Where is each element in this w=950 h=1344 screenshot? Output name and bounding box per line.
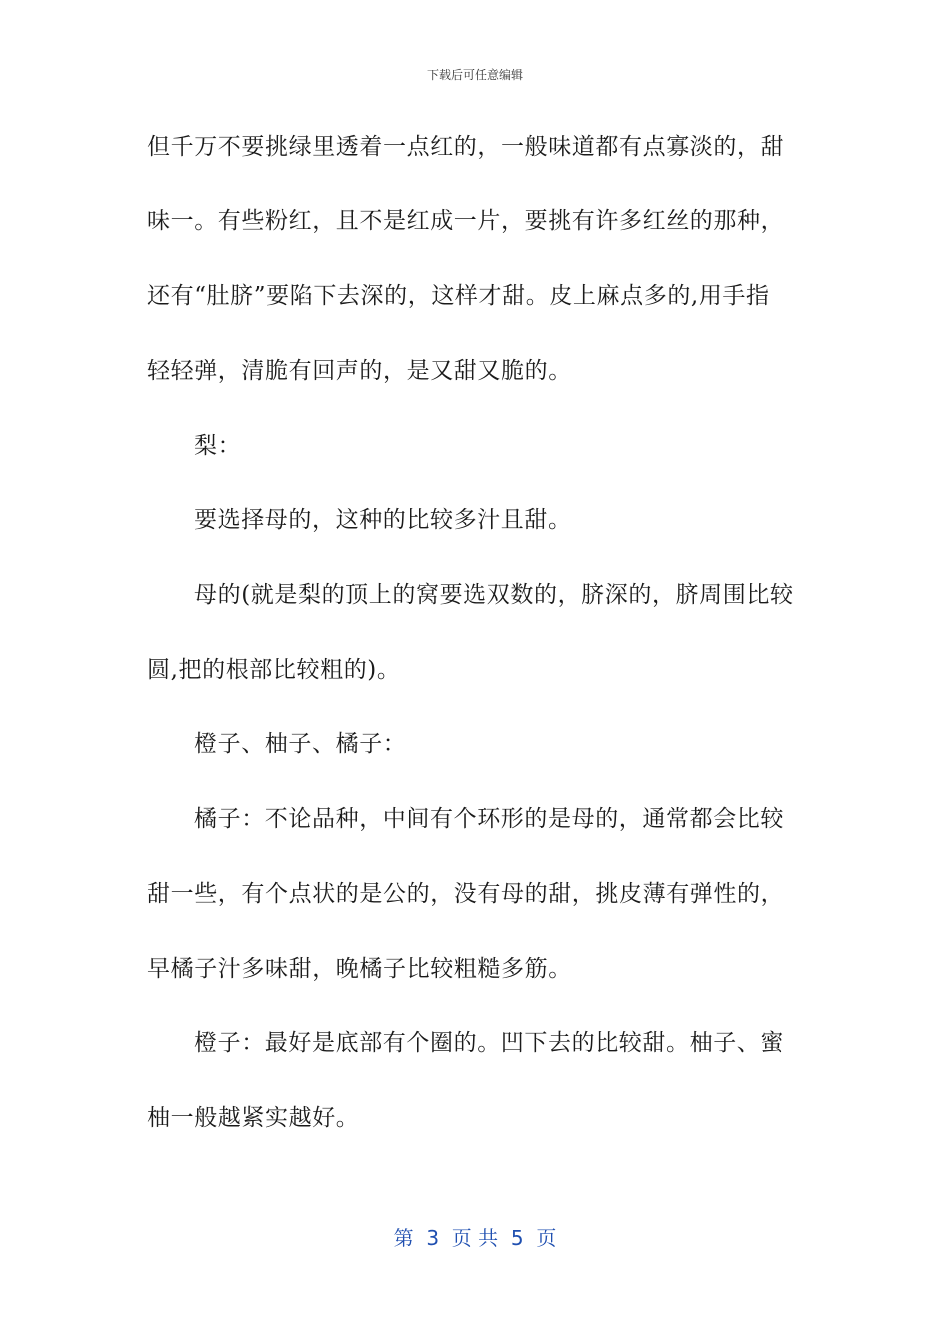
- section-heading-citrus: 橙子、柚子、橘子：: [194, 731, 407, 757]
- body-line: 橘子：不论品种，中间有个环形的是母的，通常都会比较: [194, 806, 784, 832]
- body-line: 母的(就是梨的顶上的窝要选双数的，脐深的，脐周围比较: [194, 582, 794, 608]
- body-line: 还有“肚脐”要陷下去深的，这样才甜。皮上麻点多的,用手指: [147, 283, 770, 309]
- body-line: 甜一些，有个点状的是公的，没有母的甜，挑皮薄有弹性的，: [147, 881, 785, 907]
- body-line: 味一。有些粉红，且不是红成一片，要挑有许多红丝的那种，: [147, 208, 785, 234]
- body-line: 早橘子汁多味甜，晚橘子比较粗糙多筋。: [147, 956, 572, 982]
- body-line: 柚一般越紧实越好。: [147, 1105, 360, 1131]
- body-line: 橙子：最好是底部有个圈的。凹下去的比较甜。柚子、蜜: [194, 1030, 784, 1056]
- page-header-note: 下载后可任意编辑: [426, 68, 523, 82]
- body-line: 轻轻弹，清脆有回声的，是又甜又脆的。: [147, 358, 572, 384]
- page-number: 第 3 页 共 5 页: [393, 1226, 557, 1250]
- body-line: 要选择母的，这种的比较多汁且甜。: [194, 507, 572, 533]
- body-line: 圆,把的根部比较粗的)。: [147, 657, 401, 683]
- body-line: 但千万不要挑绿里透着一点红的，一般味道都有点寡淡的，甜: [147, 134, 785, 160]
- section-heading-pear: 梨：: [194, 433, 242, 459]
